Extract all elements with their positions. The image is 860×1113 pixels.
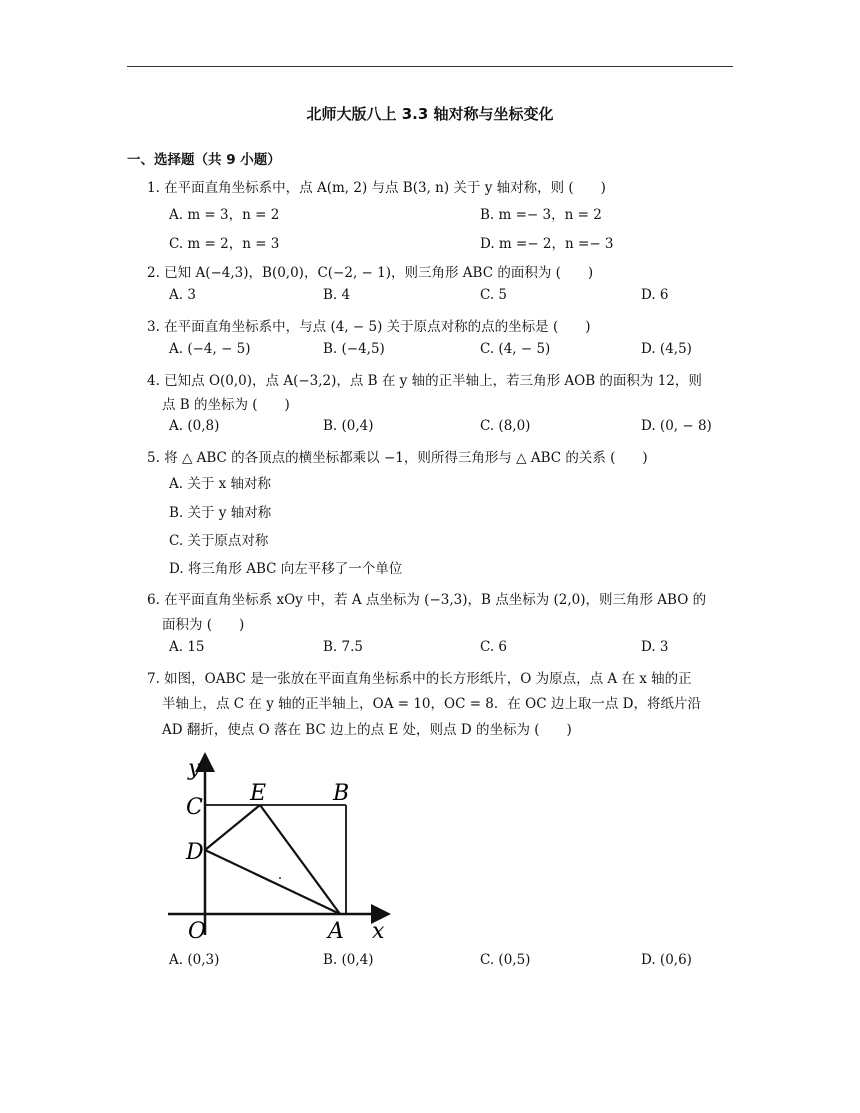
- q6-option-d[interactable]: D. 3: [641, 639, 669, 655]
- question-1-stem: 1. 在平面直角坐标系中，点 A(m, 2) 与点 B(3, n) 关于 y 轴对称，则 ( ): [147, 180, 606, 196]
- segment-de: [205, 805, 260, 850]
- label-o: O: [188, 919, 207, 944]
- question-7-stem-line2: 半轴上，点 C 在 y 轴的正半轴上，OA = 10，OC = 8．在 OC 边上取一点 D，将纸片沿: [162, 696, 701, 712]
- header-rule: [127, 66, 733, 67]
- q4-option-b[interactable]: B. (0,4): [323, 418, 374, 434]
- q1-option-d[interactable]: D. m =− 2，n =− 3: [480, 236, 614, 252]
- q5-option-c[interactable]: C. 关于原点对称: [169, 533, 269, 549]
- q6-option-a[interactable]: A. 15: [169, 639, 205, 655]
- question-3-stem: 3. 在平面直角坐标系中，与点 (4, − 5) 关于原点对称的点的坐标是 ( ): [147, 319, 591, 335]
- section-heading: 一、选择题（共 9 小题）: [127, 152, 281, 168]
- q3-option-a[interactable]: A. (−4, − 5): [169, 341, 251, 357]
- q1-option-a[interactable]: A. m = 3，n = 2: [169, 207, 280, 223]
- label-b: B: [333, 781, 350, 806]
- q4-option-d[interactable]: D. (0, − 8): [641, 418, 712, 434]
- q7-option-a[interactable]: A. (0,3): [169, 952, 220, 968]
- label-y: y: [188, 756, 201, 781]
- page-title: 北师大版八上 3.3 轴对称与坐标变化: [306, 105, 554, 123]
- q7-figure: [160, 745, 400, 945]
- question-4-stem-line1: 4. 已知点 O(0,0)，点 A(−3,2)，点 B 在 y 轴的正半轴上，若三角形 AOB 的面积为 12，则: [147, 373, 702, 389]
- question-4-stem-line2: 点 B 的坐标为 ( ): [162, 397, 290, 413]
- question-7-stem-line3: AD 翻折，使点 O 落在 BC 边上的点 E 处，则点 D 的坐标为 ( ): [162, 722, 572, 738]
- q7-option-c[interactable]: C. (0,5): [480, 952, 531, 968]
- q2-option-c[interactable]: C. 5: [480, 287, 508, 303]
- center-dot: [279, 877, 281, 879]
- question-7-stem-line1: 7. 如图，OABC 是一张放在平面直角坐标系中的长方形纸片，O 为原点，点 A 在 x 轴的正: [147, 671, 692, 687]
- q2-option-b[interactable]: B. 4: [323, 287, 351, 303]
- q1-option-b[interactable]: B. m =− 3，n = 2: [480, 207, 602, 223]
- label-x: x: [372, 919, 385, 944]
- q2-option-a[interactable]: A. 3: [169, 287, 196, 303]
- label-d: D: [186, 840, 204, 865]
- q1-option-c[interactable]: C. m = 2，n = 3: [169, 236, 280, 252]
- label-c: C: [186, 795, 203, 820]
- q3-option-c[interactable]: C. (4, − 5): [480, 341, 551, 357]
- q6-option-c[interactable]: C. 6: [480, 639, 508, 655]
- question-2-stem: 2. 已知 A(−4,3)，B(0,0)，C(−2, − 1)，则三角形 ABC 的面积为 ( ): [147, 265, 594, 281]
- q5-option-a[interactable]: A. 关于 x 轴对称: [169, 476, 272, 492]
- label-e: E: [250, 781, 267, 806]
- q5-option-d[interactable]: D. 将三角形 ABC 向左平移了一个单位: [169, 561, 403, 577]
- q4-option-a[interactable]: A. (0,8): [169, 418, 220, 434]
- question-6-stem-line2: 面积为 ( ): [162, 617, 245, 633]
- q5-option-b[interactable]: B. 关于 y 轴对称: [169, 505, 272, 521]
- q4-option-c[interactable]: C. (8,0): [480, 418, 531, 434]
- segment-da: [205, 850, 340, 914]
- q3-option-d[interactable]: D. (4,5): [641, 341, 692, 357]
- q2-option-d[interactable]: D. 6: [641, 287, 669, 303]
- question-5-stem: 5. 将 △ ABC 的各顶点的横坐标都乘以 −1，则所得三角形与 △ ABC 的关系 ( ): [147, 450, 648, 466]
- q3-option-b[interactable]: B. (−4,5): [323, 341, 385, 357]
- q7-option-b[interactable]: B. (0,4): [323, 952, 374, 968]
- label-a: A: [328, 919, 344, 944]
- segment-ea: [260, 805, 340, 914]
- q7-option-d[interactable]: D. (0,6): [641, 952, 692, 968]
- q6-option-b[interactable]: B. 7.5: [323, 639, 363, 655]
- question-6-stem-line1: 6. 在平面直角坐标系 xOy 中，若 A 点坐标为 (−3,3)，B 点坐标为 (2,0)，则三角形 ABO 的: [147, 592, 707, 608]
